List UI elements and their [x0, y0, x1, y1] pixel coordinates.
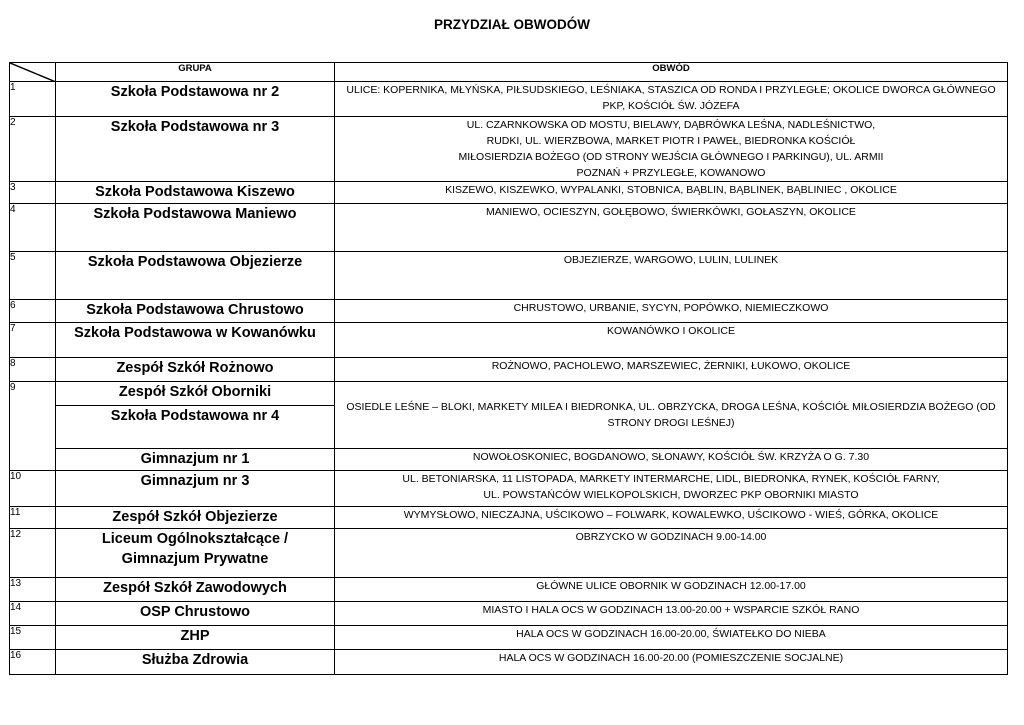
table-row: [10, 507, 1008, 529]
row-number: 4: [10, 204, 56, 252]
table-row: [10, 602, 1008, 626]
row-number: 16: [10, 650, 56, 675]
corner-cell: [10, 63, 56, 82]
obwod-text: UL. CZARNKOWSKA OD MOSTU, BIELAWY, DĄBRÓWKA LEŚNA, NADLEŚNICTWO, RUDKI, UL. WIERZBOWA, MARKET PIOTR I PAWEŁ, BIEDRONKA KOŚCIÓŁ MIŁOSIERDZIA BOŻEGO (OD STRONY WEJŚCIA GŁÓWNEGO I PARKINGU), UL. ARMII POZNAŃ + PRZYLEGŁE, KOWANOWO: [335, 117, 1008, 182]
group-name: Szkoła Podstawowa Objezierze: [56, 252, 335, 300]
obwod-text: NOWOŁOSKONIEC, BOGDANOWO, SŁONAWY, KOŚCIÓŁ ŚW. KRZYŻA O G. 7.30: [335, 449, 1008, 471]
row-number: 1: [10, 82, 56, 117]
row-number: 2: [10, 117, 56, 182]
group-name: Szkoła Podstawowa Kiszewo: [56, 182, 335, 204]
group-name: Zespół Szkół Zawodowych: [56, 578, 335, 602]
table-row: [10, 358, 1008, 382]
group-name: Zespół Szkół Objezierze: [56, 507, 335, 529]
obwod-text: GŁÓWNE ULICE OBORNIK W GODZINACH 12.00-17.00: [335, 578, 1008, 602]
group-name: Szkoła Podstawowa nr 4: [56, 406, 335, 449]
obwod-text: ULICE: KOPERNIKA, MŁYŃSKA, PIŁSUDSKIEGO, LEŚNIAKA, STASZICA OD RONDA I PRZYLEGŁE; OKOLICE DWORCA GŁÓWNEGO PKP, KOŚCIÓŁ ŚW. JÓZEFA: [335, 82, 1008, 117]
row-number: 11: [10, 507, 56, 529]
obwod-text: UL. BETONIARSKA, 11 LISTOPADA, MARKETY INTERMARCHE, LIDL, BIEDRONKA, RYNEK, KOŚCIÓŁ FARNY, UL. POWSTAŃCÓW WIELKOPOLSKICH, DWORZEC PKP OBORNIKI MIASTO: [335, 471, 1008, 507]
group-name: ZHP: [56, 626, 335, 650]
obwod-text: OBRZYCKO W GODZINACH 9.00-14.00: [335, 529, 1008, 578]
row-number: 9: [10, 382, 56, 471]
group-name: Szkoła Podstawowa Chrustowo: [56, 300, 335, 323]
assignment-table: [9, 62, 1008, 675]
obwod-text: MANIEWO, OCIESZYN, GOŁĘBOWO, ŚWIERKÓWKI, GOŁASZYN, OKOLICE: [335, 204, 1008, 252]
row-number: 15: [10, 626, 56, 650]
table-row: [10, 117, 1008, 182]
header-obwod: OBWÓD: [335, 63, 1008, 82]
table-row: [10, 323, 1008, 358]
table-row: [10, 471, 1008, 507]
group-name: Szkoła Podstawowa nr 2: [56, 82, 335, 117]
group-name: Szkoła Podstawowa w Kowanówku: [56, 323, 335, 358]
table-row: [10, 204, 1008, 252]
obwod-text: OBJEZIERZE, WARGOWO, LULIN, LULINEK: [335, 252, 1008, 300]
obwod-text: HALA OCS W GODZINACH 16.00-20.00 (POMIESZCZENIE SOCJALNE): [335, 650, 1008, 675]
obwod-text: KISZEWO, KISZEWKO, WYPALANKI, STOBNICA, BĄBLIN, BĄBLINEK, BĄBLINIEC , OKOLICE: [335, 182, 1008, 204]
row-number: 12: [10, 529, 56, 578]
row-number: 3: [10, 182, 56, 204]
table-row: [10, 82, 1008, 117]
row-number: 5: [10, 252, 56, 300]
row-number: 14: [10, 602, 56, 626]
header-grupa: GRUPA: [56, 63, 335, 82]
table-row: [10, 182, 1008, 204]
group-name: OSP Chrustowo: [56, 602, 335, 626]
group-name: Gimnazjum nr 1: [56, 449, 335, 471]
diagonal-line: [10, 63, 56, 82]
obwod-text: ROŻNOWO, PACHOLEWO, MARSZEWIEC, ŻERNIKI, ŁUKOWO, OKOLICE: [335, 358, 1008, 382]
group-name: Zespół Szkół Rożnowo: [56, 358, 335, 382]
group-name: Szkoła Podstawowa nr 3: [56, 117, 335, 182]
table-row: [10, 382, 1008, 406]
group-name: Gimnazjum nr 3: [56, 471, 335, 507]
page-title: PRZYDZIAŁ OBWODÓW: [434, 17, 590, 32]
group-name: Szkoła Podstawowa Maniewo: [56, 204, 335, 252]
table-row: [10, 650, 1008, 675]
row-number: 13: [10, 578, 56, 602]
obwod-text: OSIEDLE LEŚNE – BLOKI, MARKETY MILEA I BIEDRONKA, UL. OBRZYCKA, DROGA LEŚNA, KOŚCIÓŁ MIŁOSIERDZIA BOŻEGO (OD STRONY DROGI LEŚNEJ): [335, 382, 1008, 449]
row-number: 6: [10, 300, 56, 323]
table-row: [10, 252, 1008, 300]
group-name: Służba Zdrowia: [56, 650, 335, 675]
group-name: Zespół Szkół Oborniki: [56, 382, 335, 406]
row-number: 10: [10, 471, 56, 507]
table-row: [10, 529, 1008, 578]
obwod-text: HALA OCS W GODZINACH 16.00-20.00, ŚWIATEŁKO DO NIEBA: [335, 626, 1008, 650]
header-row: [10, 63, 1008, 82]
table-row: [10, 578, 1008, 602]
row-number: 7: [10, 323, 56, 358]
group-name: Liceum Ogólnokształcące / Gimnazjum Prywatne: [56, 529, 335, 578]
row-number: 8: [10, 358, 56, 382]
obwod-text: MIASTO I HALA OCS W GODZINACH 13.00-20.00 + WSPARCIE SZKÓŁ RANO: [335, 602, 1008, 626]
obwod-text: KOWANÓWKO I OKOLICE: [335, 323, 1008, 358]
table-row: [10, 300, 1008, 323]
obwod-text: CHRUSTOWO, URBANIE, SYCYN, POPÓWKO, NIEMIECZKOWO: [335, 300, 1008, 323]
obwod-text: WYMYSŁOWO, NIECZAJNA, UŚCIKOWO – FOLWARK, KOWALEWKO, UŚCIKOWO - WIEŚ, GÓRKA, OKOLICE: [335, 507, 1008, 529]
table-row: [10, 626, 1008, 650]
table-row: [10, 449, 1008, 471]
